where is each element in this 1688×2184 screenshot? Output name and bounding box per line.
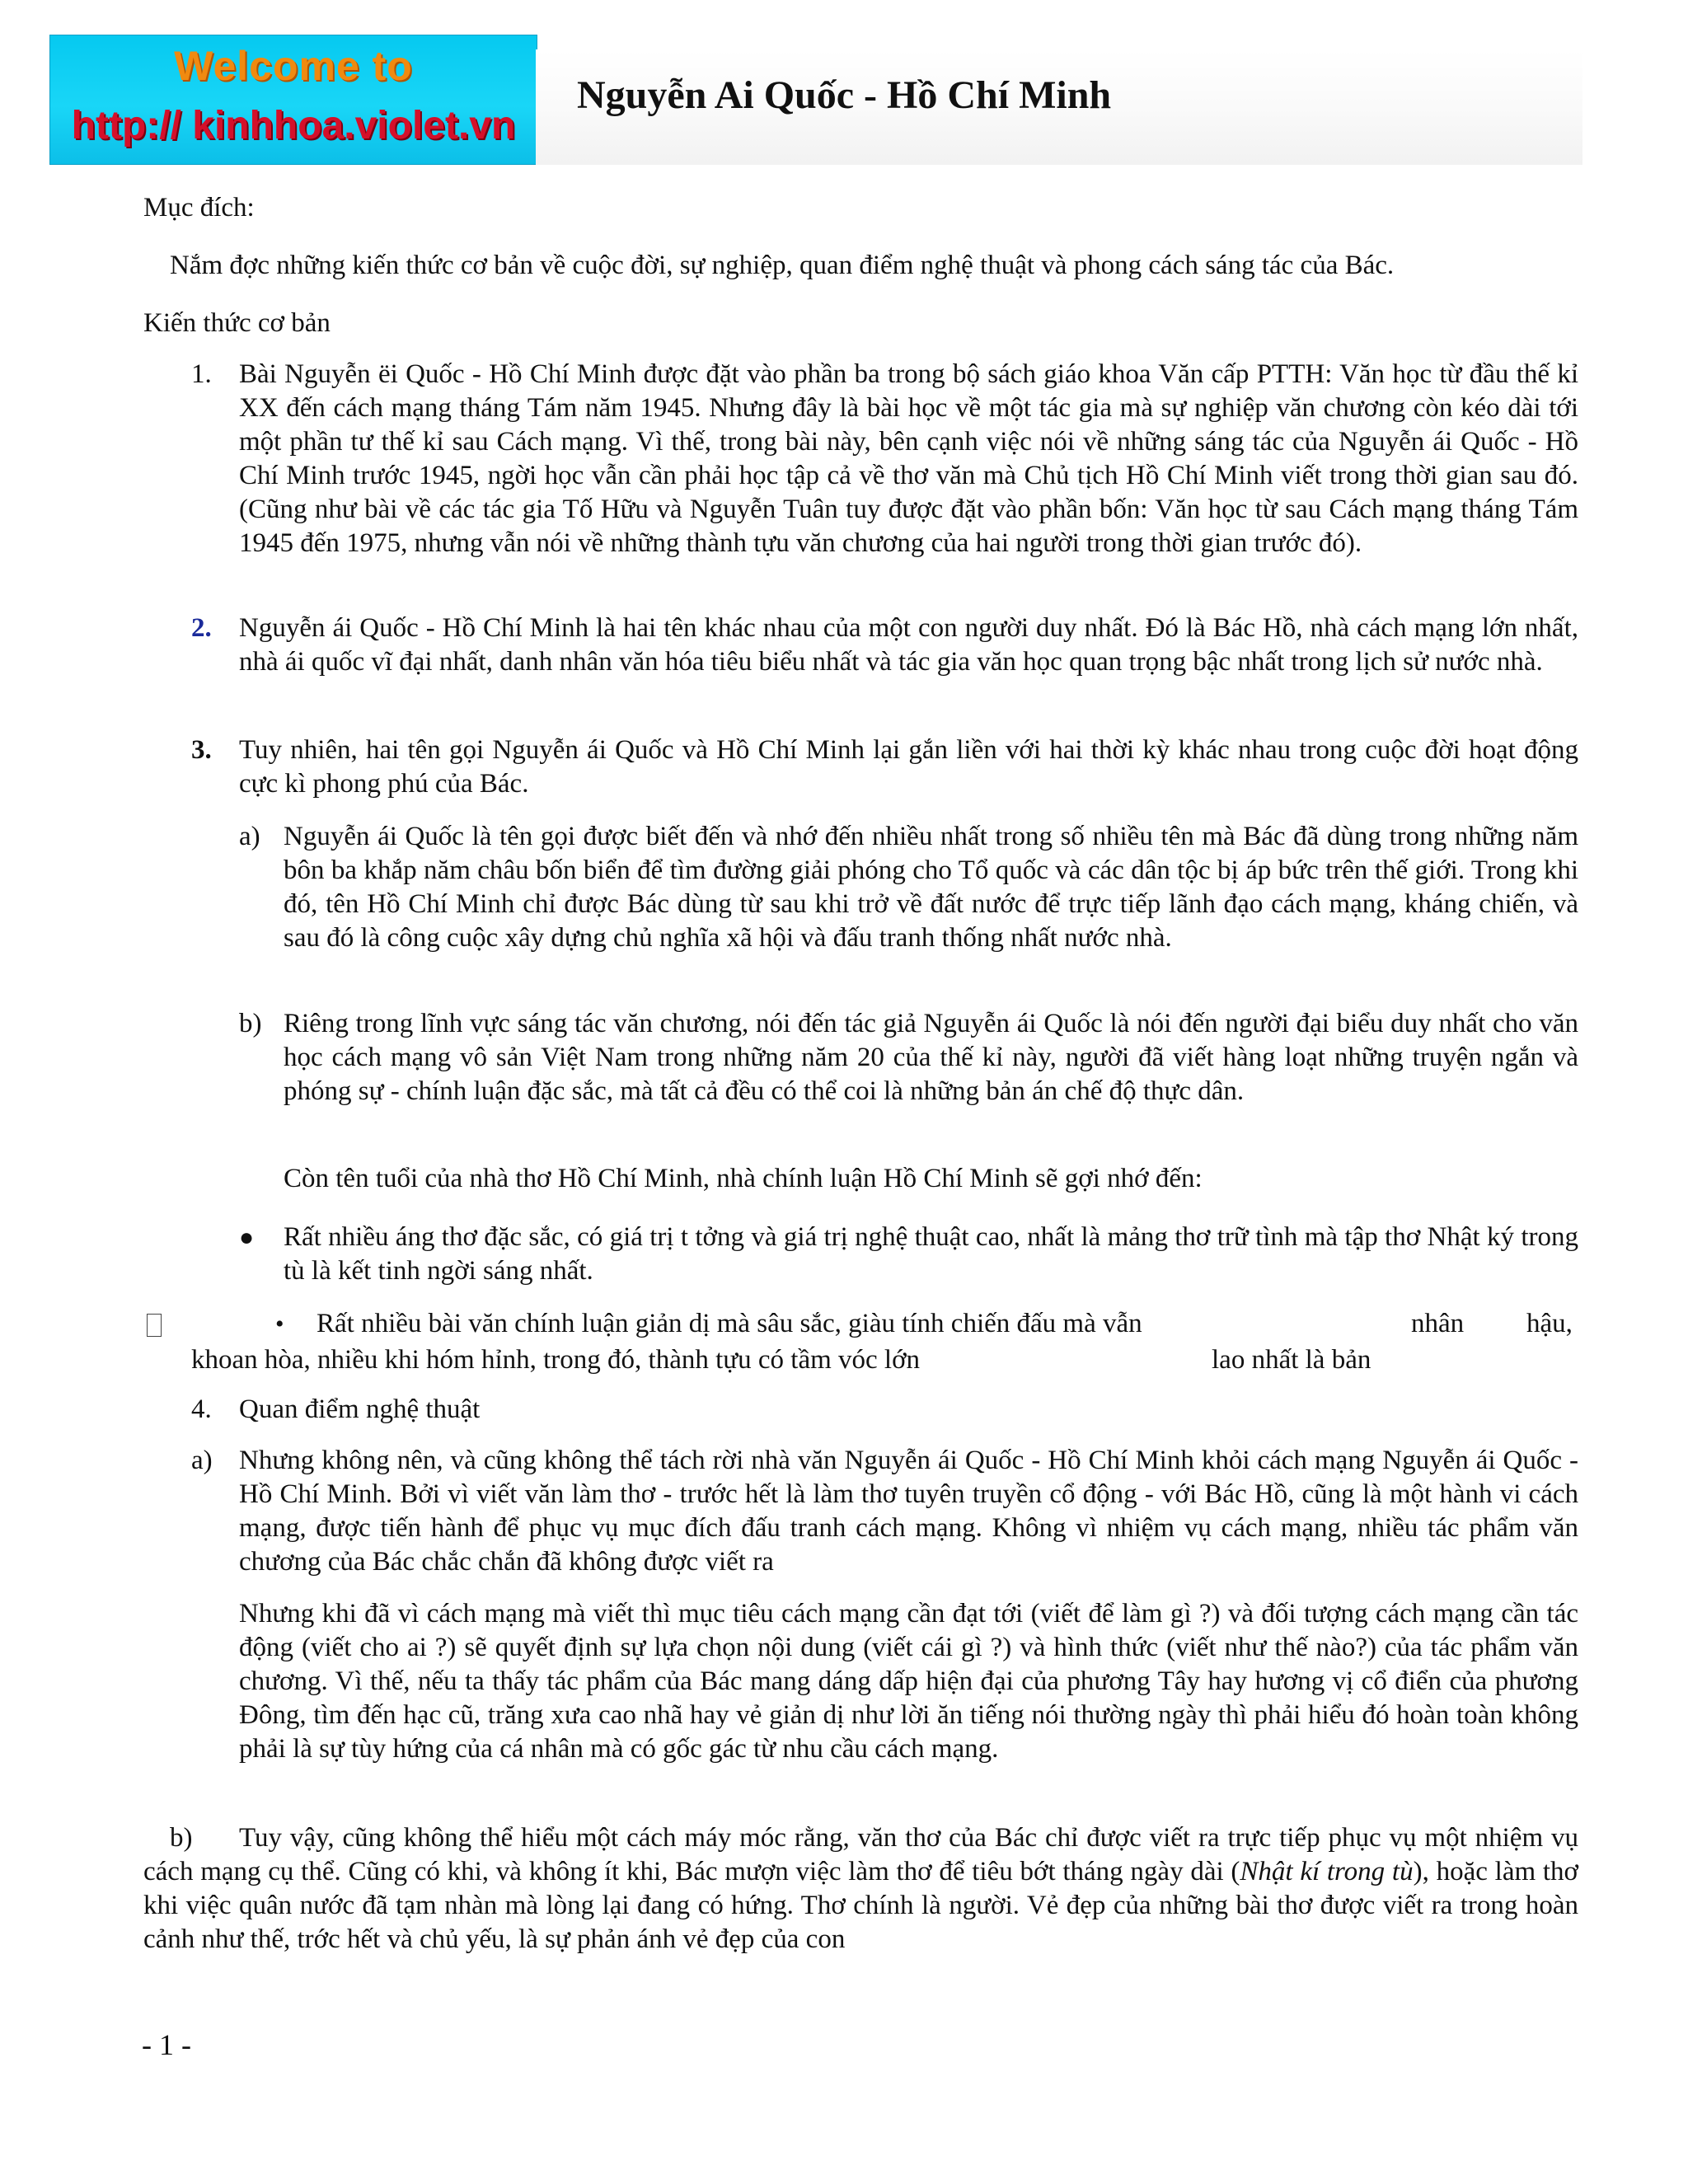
con-ten-tuoi-text: Còn tên tuổi của nhà thơ Hồ Chí Minh, nhà chính luận Hồ Chí Minh sẽ gợi nhớ đến: [284,1164,1203,1193]
kien-thuc-heading: Kiến thức cơ bản [143,308,331,338]
item-4a-continued-text: Nhưng khi đã vì cách mạng mà viết thì mục tiêu cách mạng cần đạt tới (viết để làm gì ?) và đối tượng cách mạng cần tác động (viết cho ai ?) sẽ quyết định sự lựa chọn nội dung (viết cái gì ?) và hình thức (viết như thế nào?) của tác phẩm văn chương. Vì thế, nếu ta thấy tác phẩm của Bác mang dáng dấp hiện đại của phương Tây hay hương vị cổ điển của phương Đông, tìm đến hạc cũ, trăng xưa cao nhã hay vẻ giản dị như lời ăn tiếng nói thường ngày thì phải hiểu đó hoàn toàn không phải là sự tùy hứng của cá nhân mà có gốc gác từ nhu cầu cách mạng. [239,1599,1578,1764]
item-4b-text-after: ), hoặc làm thơ khi việc quân nước đã tạm nhàn mà lòng lại đang có hứng. Thơ chính là người. Vẻ đẹp của những bài thơ được viết ra trong hoàn cảnh như thế, trớc hết và chủ yếu, là sự phản ánh vẻ đẹp của con [143,1857,1579,1954]
page-number: - 1 - [142,2028,191,2061]
item-4b-label: b) [170,1823,193,1853]
item-3b-text: Riêng trong lĩnh vực sáng tác văn chương, nói đến tác giả Nguyễn ái Quốc là nói đến người đại biểu duy nhất cho văn học cách mạng vô sản Việt Nam trong những năm 20 của thế kỉ này, người đã viết hàng loạt những truyện ngắn và phóng sự - chính luận đặc sắc, mà tất cả đều có thể coi là những bản án chế độ thực dân. [284,1009,1578,1106]
item-4b-text-before: Tuy vậy, cũng không thể hiểu một cách máy móc rằng, văn thơ của Bác chỉ được viết ra trực tiếp phục vụ một nhiệm vụ cách mạng cụ thể. Cũng có khi, và không ít khi, Bác mượn việc làm thơ để tiêu bớt tháng ngày dài ( [143,1823,1578,1886]
title-box [536,49,1582,165]
bullet-1-text: Rất nhiều áng thơ đặc sắc, có giá trị t tởng và giá trị nghệ thuật cao, nhất là mảng thơ trữ tình mà tập thơ Nhật ký trong tù là kết tinh ngời sáng nhất. [284,1222,1578,1286]
muc-dich-heading: Mục đích: [143,193,255,223]
bullet-2-part1: Rất nhiều bài văn chính luận giản dị mà sâu sắc, giàu tính chiến đấu mà vẫn [316,1309,1142,1338]
item-4-number: 4. [191,1394,212,1424]
item-4a-label: a) [191,1446,213,1475]
item-1-number: 1. [191,359,212,389]
item-3-number: 3. [191,735,212,765]
bullet-2-part3: hậu, [1526,1309,1573,1338]
missing-glyph-icon [147,1314,162,1337]
bullet-1-dot: ● [239,1224,255,1251]
item-2-number: 2. [191,613,212,643]
item-1-text: Bài Nguyễn ëi Quốc - Hồ Chí Minh được đặt vào phần ba trong bộ sách giáo khoa Văn cấp PTTH: Văn học từ đầu thế kỉ XX đến cách mạng tháng Tám năm 1945. Nhưng đây là bài học về một tác gia mà sự nghiệp văn chương còn kéo dài tới một phần tư thế kỉ sau Cách mạng. Vì thế, trong bài này, bên cạnh việc nói về những sáng tác của Nguyễn ái Quốc - Hồ Chí Minh trước 1945, ngời học vẫn cần phải học tập cả về thơ văn mà Chủ tịch Hồ Chí Minh viết trong thời gian sau đó. (Cũng như bài về các tác gia Tố Hữu và Nguyễn Tuân tuy được đặt vào phần bốn: Văn học từ sau Cách mạng tháng Tám 1945 đến 1975, nhưng vẫn nói về những thành tựu văn chương của hai người trong thời gian trước đó). [239,359,1578,558]
bullet-2-line2b: lao nhất là bản [1212,1345,1372,1375]
banner-url-text: http:// kinhhoa.violet.vn [71,104,516,148]
item-4a-text: Nhưng không nên, và cũng không thể tách rời nhà văn Nguyễn ái Quốc - Hồ Chí Minh khỏi cách mạng Nguyễn ái Quốc - Hồ Chí Minh. Bởi vì viết văn làm thơ - trước hết là làm thơ tuyên truyền cổ động - với Bác Hồ, cũng là một hành vi cách mạng, được tiến hành để phục vụ mục đích đấu tranh cách mạng. Không vì nhiệm vụ cách mạng, nhiều tác phẩm văn chương của Bác chắc chắn đã không được viết ra [239,1446,1578,1577]
item-3b-label: b) [239,1009,262,1038]
bullet-2-dot: • [275,1310,284,1338]
item-4-text: Quan điểm nghệ thuật [239,1394,481,1424]
site-banner [49,35,537,165]
item-3a-text: Nguyễn ái Quốc là tên gọi được biết đến và nhớ đến nhiều nhất trong số nhiều tên mà Bác đã dùng trong những năm bôn ba khắp năm châu bốn biển để tìm đường giải phóng cho Tổ quốc và các dân tộc bị áp bức trên thế giới. Trong khi đó, tên Hồ Chí Minh chỉ được Bác dùng từ sau khi trở về đất nước để trực tiếp lãnh đạo cách mạng, kháng chiến, và sau đó là công cuộc xây dựng chủ nghĩa xã hội và đấu tranh thống nhất nước nhà. [284,822,1578,953]
item-4b-text [143,1821,1578,1957]
item-2-text: Nguyễn ái Quốc - Hồ Chí Minh là hai tên khác nhau của một con người duy nhất. Đó là Bác Hồ, nhà cách mạng lớn nhất, nhà ái quốc vĩ đại nhất, danh nhân văn hóa tiêu biểu nhất và tác gia văn học quan trọng bậc nhất trong lịch sử nước nhà. [239,613,1578,677]
item-4b-italic-title: Nhật kí trong tù [1240,1857,1414,1886]
bullet-2-line2a: khoan hòa, nhiều khi hóm hỉnh, trong đó, thành tựu có tầm vóc lớn [191,1345,921,1375]
muc-dich-text: Nắm đợc những kiến thức cơ bản về cuộc đời, sự nghiệp, quan điểm nghệ thuật và phong cách sáng tác của Bác. [170,251,1395,280]
item-3a-label: a) [239,822,260,851]
bullet-2-part2: nhân [1411,1309,1465,1338]
page-title: Nguyễn Ai Quốc - Hồ Chí Minh [577,73,1112,117]
banner-welcome-text: Welcome to [174,43,413,89]
item-3-text: Tuy nhiên, hai tên gọi Nguyễn ái Quốc và Hồ Chí Minh lại gắn liền với hai thời kỳ khác nhau trong cuộc đời hoạt động cực kì phong phú của Bác. [239,735,1578,799]
